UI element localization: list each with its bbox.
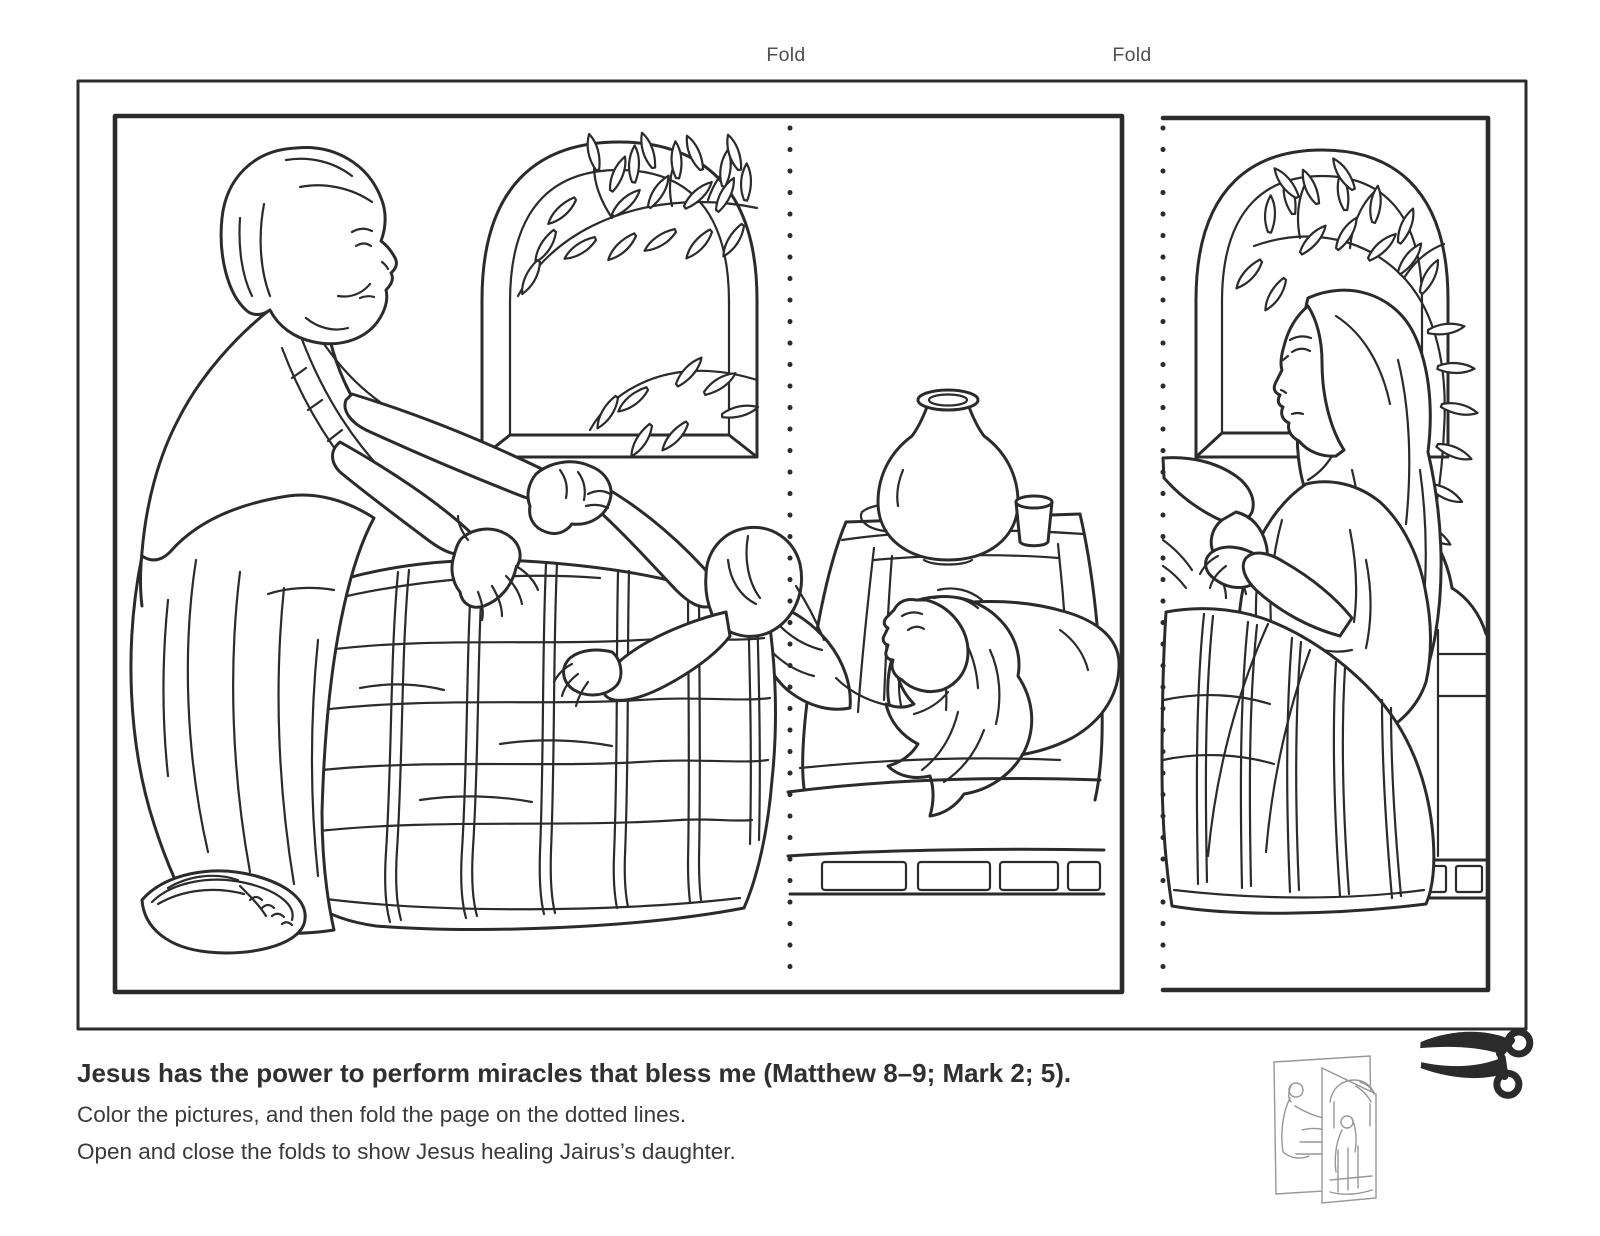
- bed-blanket: [296, 560, 776, 929]
- scissors-icon: [1417, 1025, 1530, 1096]
- caption-instruction-1: Color the pictures, and then fold the page on the dotted lines.: [77, 1101, 687, 1127]
- folded-card-thumbnail: [1274, 1056, 1376, 1203]
- bed-frame-slats: [788, 849, 1104, 894]
- cup: [1016, 496, 1052, 546]
- branch-left: [511, 133, 763, 457]
- caption-title: Jesus has the power to perform miracles that bless me (Matthew 8–9; Mark 2; 5).: [77, 1058, 1072, 1088]
- caption-instruction-2: Open and close the folds to show Jesus healing Jairus’s daughter.: [77, 1139, 736, 1165]
- fold-label-2: Fold: [1112, 44, 1152, 66]
- caption-block: [77, 1057, 1197, 1168]
- fold-label-1: Fold: [766, 44, 806, 66]
- water-pitcher: [878, 390, 1018, 565]
